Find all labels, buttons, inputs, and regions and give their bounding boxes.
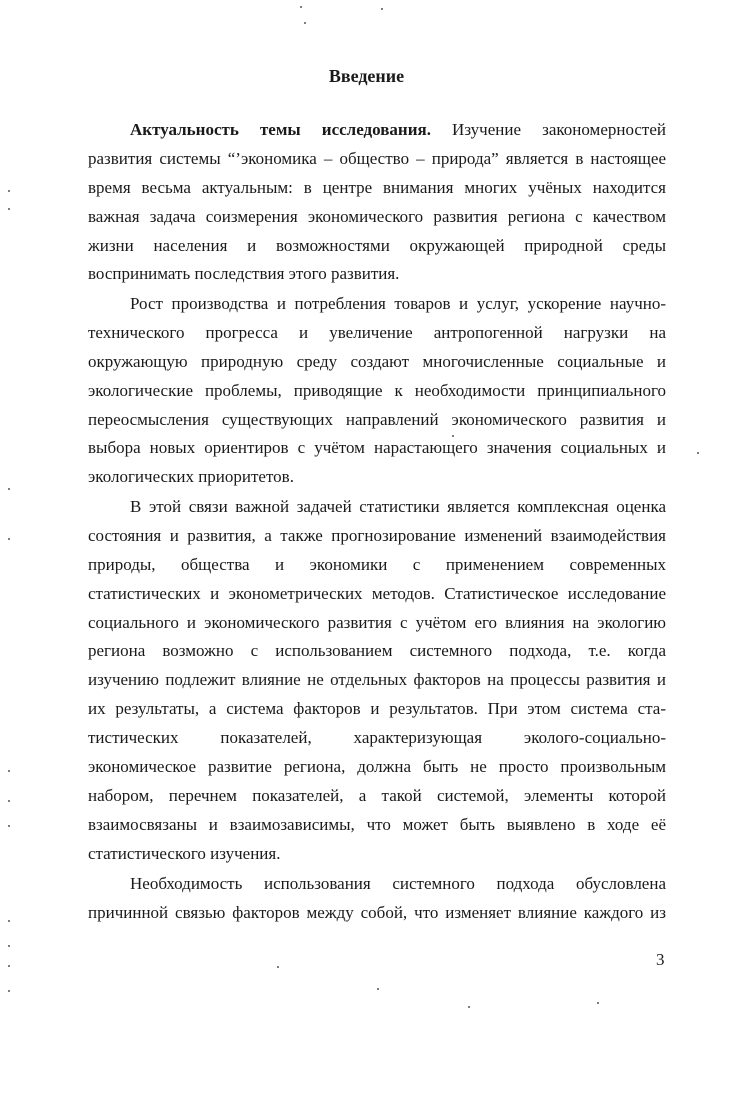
- paragraph-line: состояния и развития, а также прогнозирование изменений взаимодействия: [88, 525, 666, 545]
- paragraph-line: экономическое развитие региона, должна быть не просто произвольным: [88, 757, 666, 777]
- paragraph-line: их результаты, а система факторов и результатов. При этом система ста-: [88, 699, 666, 719]
- paragraph-line: Необходимость использования системного подхода обусловлена: [130, 874, 666, 893]
- page-number: 3: [656, 950, 665, 969]
- scan-speck: [8, 488, 10, 490]
- paragraph-line: взаимосвязаны и взаимозависимы, что может быть выявлено в ходе её: [88, 814, 666, 834]
- paragraph-line: причинной связью факторов между собой, что изменяет влияние каждого из: [88, 902, 666, 922]
- scan-speck: [697, 452, 699, 454]
- scan-speck: [8, 208, 10, 210]
- paragraph-line: развития системы “’экономика – общество – природа” является в настоящее: [88, 148, 666, 168]
- scan-speck: [8, 965, 10, 967]
- paragraph-line: Рост производства и потребления товаров и услуг, ускорение научно-: [130, 294, 666, 313]
- paragraph-1: [88, 116, 666, 289]
- scan-speck: [8, 538, 10, 540]
- scan-speck: [300, 6, 302, 8]
- paragraph-line: технического прогресса и увеличение антропогенной нагрузки на: [88, 322, 666, 342]
- scan-speck: [8, 990, 10, 992]
- paragraph-line: набором, перечнем показателей, а такой системой, элементы которой: [88, 785, 666, 805]
- lead-phrase: Актуальность темы исследования.: [130, 120, 431, 139]
- paragraph-line: время весьма актуальным: в центре внимания многих учёных находится: [88, 177, 666, 197]
- paragraph-3: [88, 493, 666, 869]
- paragraph-line: социального и экономического развития с учётом его влияния на экологию: [88, 612, 666, 632]
- lead-continuation: Изучение закономерностей: [430, 120, 666, 139]
- paragraph-line: переосмысления существующих направлений экономического развития и: [88, 409, 666, 429]
- scan-speck: [277, 966, 279, 968]
- paragraph-line: В этой связи важной задачей статистики является комплексная оценка: [130, 497, 666, 516]
- paragraph-line: статистических и эконометрических методов. Статистическое исследование: [88, 583, 666, 603]
- paragraph-line: воспринимать последствия этого развития.: [88, 264, 400, 284]
- paragraph-line: тистических показателей, характеризующая эколого-социально-: [88, 728, 666, 748]
- scan-speck: [8, 825, 10, 827]
- paragraph-line: экологические проблемы, приводящие к необходимости принципиального: [88, 380, 666, 400]
- paragraph-2: [88, 290, 666, 492]
- scan-speck: [8, 190, 10, 192]
- scan-speck: [377, 988, 379, 990]
- scan-speck: [8, 770, 10, 772]
- scan-speck: [597, 1002, 599, 1004]
- paragraph-line: природы, общества и экономики с применением современных: [88, 554, 666, 574]
- paragraph-line: статистического изучения.: [88, 843, 281, 863]
- paragraph-4: [88, 870, 666, 928]
- paragraph-line: экологических приоритетов.: [88, 467, 294, 487]
- scan-speck: [8, 945, 10, 947]
- scan-speck: [304, 22, 306, 24]
- paragraph-line: окружающую природную среду создают многочисленные социальные и: [88, 351, 666, 371]
- scan-speck: [8, 800, 10, 802]
- scan-speck: [381, 8, 383, 10]
- paragraph-line: жизни населения и возможностями окружающей природной среды: [88, 235, 666, 255]
- paragraph-line: [88, 116, 666, 145]
- paragraph-line: важная задача соизмерения экономического развития региона с качеством: [88, 206, 666, 226]
- scan-speck: [452, 435, 454, 437]
- paragraph-line: региона возможно с использованием системного подхода, т.е. когда: [88, 641, 666, 661]
- scan-speck: [8, 920, 10, 922]
- paragraph-line: выбора новых ориентиров с учётом нарастающего значения социальных и: [88, 438, 666, 458]
- scan-speck: [468, 1006, 470, 1008]
- page-title: Введение: [328, 66, 405, 86]
- paragraph-line: изучению подлежит влияние не отдельных факторов на процессы развития и: [88, 670, 666, 690]
